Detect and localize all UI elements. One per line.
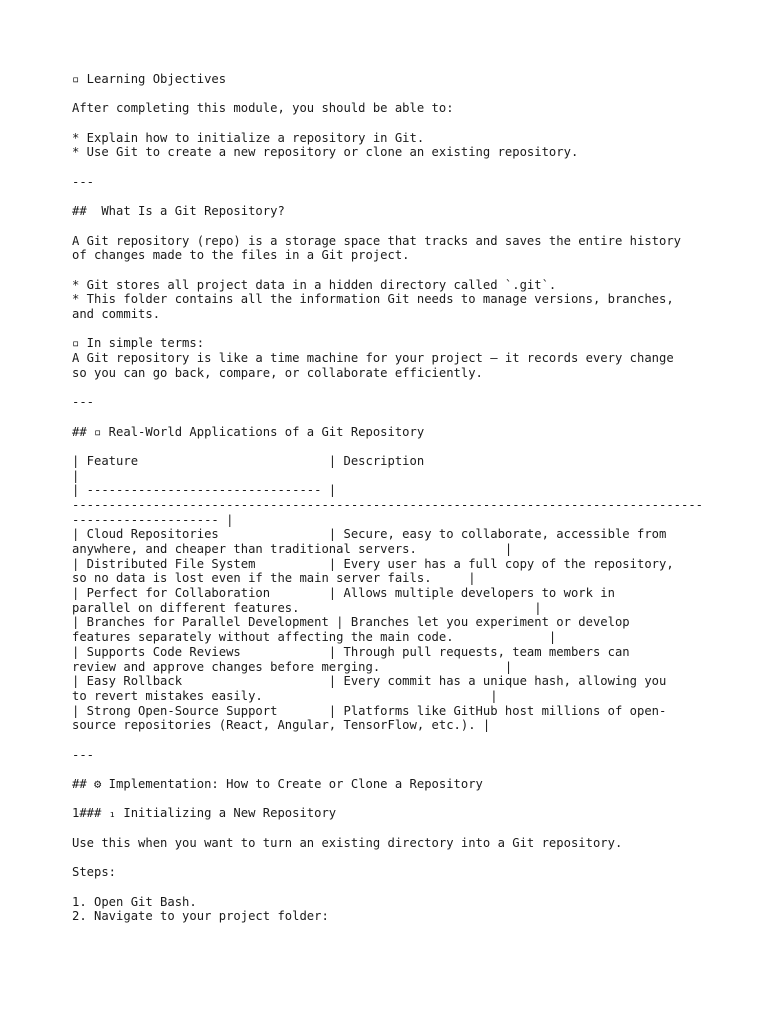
text-line: 1### ₁ Initializing a New Repository [72, 806, 337, 821]
text-line: 1. Open Git Bash. [72, 894, 197, 909]
text-line: A Git repository is like a time machine for your project — it records every change [72, 351, 674, 366]
blank-line [72, 322, 712, 337]
text-line: --- [72, 395, 95, 410]
blank-line [72, 380, 712, 395]
text-line: of changes made to the files in a Git project. [72, 248, 410, 263]
text-line: * Git stores all project data in a hidden directory called `.git`. [72, 277, 557, 292]
blank-line [72, 160, 712, 175]
text-line: features separately without affecting the main code. | [72, 630, 557, 645]
text-line: --- [72, 174, 95, 189]
text-line: | -------------------------------- | [72, 483, 337, 498]
text-line: review and approve changes before merging. | [72, 659, 513, 674]
blank-line [72, 410, 712, 425]
text-line: ▫ Learning Objectives [72, 72, 227, 86]
text-line: and commits. [72, 307, 161, 321]
text-line: source repositories (React, Angular, TensorFlow, etc.). | [72, 718, 491, 733]
text-line: --- [72, 747, 95, 762]
text-line: -------------------- | [72, 512, 234, 527]
text-line: | [72, 468, 80, 483]
blank-line [72, 733, 712, 748]
document-body [72, 72, 712, 924]
text-line: | Strong Open-Source Support | Platforms like GitHub host millions of open- [72, 703, 667, 718]
text-line: | Branches for Parallel Development | Branches let you experiment or develop [72, 615, 630, 630]
text-line: | Cloud Repositories | Secure, easy to collaborate, accessible from [72, 527, 667, 542]
text-line: * This folder contains all the information Git needs to manage versions, branches, [72, 292, 674, 307]
text-line: | Distributed File System | Every user has a full copy of the repository, [72, 556, 674, 571]
blank-line [72, 792, 712, 807]
blank-line [72, 880, 712, 895]
blank-line [72, 821, 712, 836]
blank-line [72, 850, 712, 865]
blank-line [72, 190, 712, 205]
text-line: ## ⚙ Implementation: How to Create or Clone a Repository [72, 777, 483, 791]
text-line: ## What Is a Git Repository? [72, 204, 285, 219]
text-line: * Use Git to create a new repository or clone an existing repository. [72, 145, 579, 160]
blank-line [72, 263, 712, 278]
text-line: * Explain how to initialize a repository in Git. [72, 130, 425, 145]
text-line: | Feature | Description [72, 453, 425, 468]
blank-line [72, 116, 712, 131]
text-line: parallel on different features. | [72, 600, 542, 615]
text-line: | Supports Code Reviews | Through pull requests, team members can [72, 644, 630, 659]
text-line: so you can go back, compare, or collaborate efficiently. [72, 365, 483, 380]
text-line: 2. Navigate to your project folder: [72, 909, 329, 924]
text-line: Steps: [72, 865, 117, 880]
text-line: ## ▫ Real-World Applications of a Git Repository [72, 424, 425, 439]
blank-line [72, 439, 712, 454]
text-line: -------------------------------------------------------------------------------------- [72, 497, 704, 512]
blank-line [72, 87, 712, 102]
text-line: After completing this module, you should be able to: [72, 101, 454, 116]
text-line: so no data is lost even if the main server fails. | [72, 571, 476, 586]
text-line: to revert mistakes easily. | [72, 688, 498, 703]
text-line: A Git repository (repo) is a storage space that tracks and saves the entire history [72, 233, 682, 248]
text-line: anywhere, and cheaper than traditional servers. | [72, 542, 513, 556]
blank-line [72, 762, 712, 777]
text-line: Use this when you want to turn an existing directory into a Git repository. [72, 835, 623, 850]
text-line: | Easy Rollback | Every commit has a unique hash, allowing you [72, 674, 667, 689]
blank-line [72, 219, 712, 234]
text-line: | Perfect for Collaboration | Allows multiple developers to work in [72, 586, 615, 601]
text-line: ▫ In simple terms: [72, 336, 205, 351]
